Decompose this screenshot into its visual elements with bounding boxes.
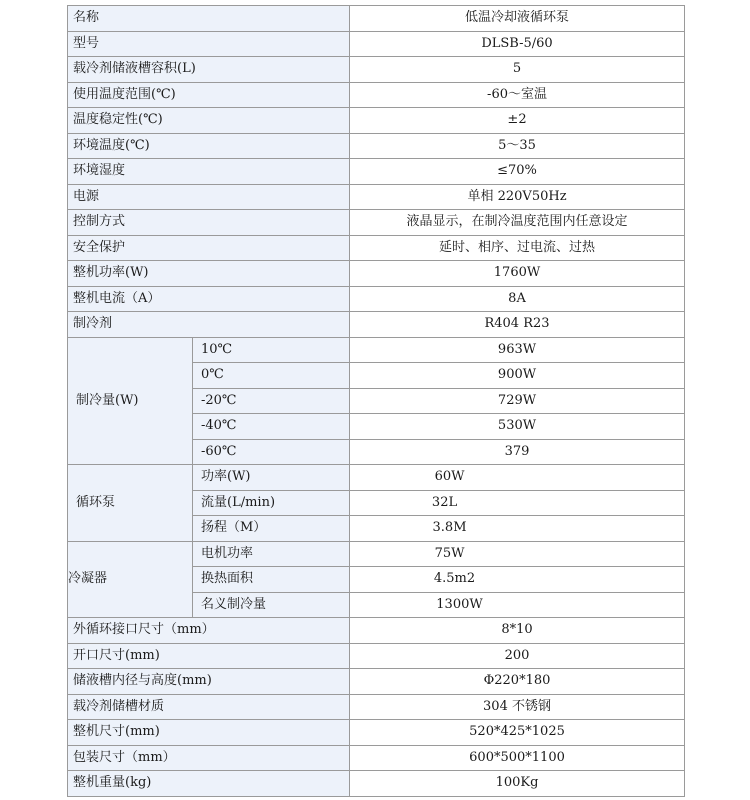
table-row <box>68 108 685 134</box>
cooling-value: 530W <box>350 414 685 440</box>
table-row <box>68 57 685 83</box>
table-row <box>68 261 685 287</box>
table-row <box>68 694 685 720</box>
row-value: 200 <box>350 643 685 669</box>
row-label: 环境温度(℃) <box>68 133 350 159</box>
table-row <box>68 286 685 312</box>
row-label: 整机功率(W) <box>68 261 350 287</box>
row-label: 温度稳定性(℃) <box>68 108 350 134</box>
table-row <box>68 669 685 695</box>
row-value: 低温冷却液循环泵 <box>350 6 685 32</box>
row-label: 使用温度范围(℃) <box>68 82 350 108</box>
cooling-temp: -20℃ <box>193 388 350 414</box>
pump-value: 3.8M <box>350 516 685 542</box>
table-row <box>68 465 685 491</box>
condenser-key: 电机功率 <box>193 541 350 567</box>
condenser-value: 4.5m2 <box>350 567 685 593</box>
table-row <box>68 210 685 236</box>
row-value: -60～室温 <box>350 82 685 108</box>
pump-value: 60W <box>350 465 685 491</box>
row-label: 整机重量(kg) <box>68 771 350 797</box>
table-row <box>68 745 685 771</box>
cooling-temp: -40℃ <box>193 414 350 440</box>
row-label: 载冷剂储液槽容积(L) <box>68 57 350 83</box>
pump-key: 扬程（M） <box>193 516 350 542</box>
cooling-temp: 10℃ <box>193 337 350 363</box>
pump-group-label: 循环泵 <box>68 465 193 542</box>
row-value: 5 <box>350 57 685 83</box>
spec-table <box>67 5 685 797</box>
row-value: 单相 220V50Hz <box>350 184 685 210</box>
table-row <box>68 312 685 338</box>
row-label: 整机电流（A） <box>68 286 350 312</box>
row-value: 304 不锈钢 <box>350 694 685 720</box>
row-label: 名称 <box>68 6 350 32</box>
table-row <box>68 720 685 746</box>
cooling-group-label: 制冷量(W) <box>68 337 193 465</box>
table-row <box>68 133 685 159</box>
row-value: R404 R23 <box>350 312 685 338</box>
table-row <box>68 184 685 210</box>
row-value: 液晶显示，在制冷温度范围内任意设定 <box>350 210 685 236</box>
table-row <box>68 159 685 185</box>
pump-key: 功率(W) <box>193 465 350 491</box>
row-label: 型号 <box>68 31 350 57</box>
row-value: DLSB-5/60 <box>350 31 685 57</box>
table-row <box>68 541 685 567</box>
row-value: ≤70% <box>350 159 685 185</box>
row-value: 8A <box>350 286 685 312</box>
row-label: 环境湿度 <box>68 159 350 185</box>
condenser-key: 换热面积 <box>193 567 350 593</box>
cooling-value: 729W <box>350 388 685 414</box>
condenser-value: 75W <box>350 541 685 567</box>
cooling-temp: 0℃ <box>193 363 350 389</box>
row-label: 储液槽内径与高度(mm) <box>68 669 350 695</box>
cooling-value: 900W <box>350 363 685 389</box>
row-label: 包装尺寸（mm） <box>68 745 350 771</box>
table-row <box>68 235 685 261</box>
table-row <box>68 643 685 669</box>
cooling-temp: -60℃ <box>193 439 350 465</box>
table-row <box>68 618 685 644</box>
condenser-group-label: 冷凝器 <box>68 541 193 618</box>
row-label: 开口尺寸(mm) <box>68 643 350 669</box>
row-value: 520*425*1025 <box>350 720 685 746</box>
table-row <box>68 6 685 32</box>
row-value: Φ220*180 <box>350 669 685 695</box>
row-value: ±2 <box>350 108 685 134</box>
row-value: 延时、相序、过电流、过热 <box>350 235 685 261</box>
cooling-value: 379 <box>350 439 685 465</box>
row-label: 控制方式 <box>68 210 350 236</box>
row-label: 外循环接口尺寸（mm） <box>68 618 350 644</box>
row-label: 载冷剂储槽材质 <box>68 694 350 720</box>
pump-key: 流量(L/min) <box>193 490 350 516</box>
table-row <box>68 31 685 57</box>
row-label: 安全保护 <box>68 235 350 261</box>
cooling-value: 963W <box>350 337 685 363</box>
condenser-value: 1300W <box>350 592 685 618</box>
table-row <box>68 771 685 797</box>
table-row <box>68 337 685 363</box>
row-value: 1760W <box>350 261 685 287</box>
condenser-key: 名义制冷量 <box>193 592 350 618</box>
row-value: 5～35 <box>350 133 685 159</box>
row-label: 电源 <box>68 184 350 210</box>
row-value: 100Kg <box>350 771 685 797</box>
row-value: 600*500*1100 <box>350 745 685 771</box>
row-label: 制冷剂 <box>68 312 350 338</box>
row-label: 整机尺寸(mm) <box>68 720 350 746</box>
table-row <box>68 82 685 108</box>
pump-value: 32L <box>350 490 685 516</box>
row-value: 8*10 <box>350 618 685 644</box>
